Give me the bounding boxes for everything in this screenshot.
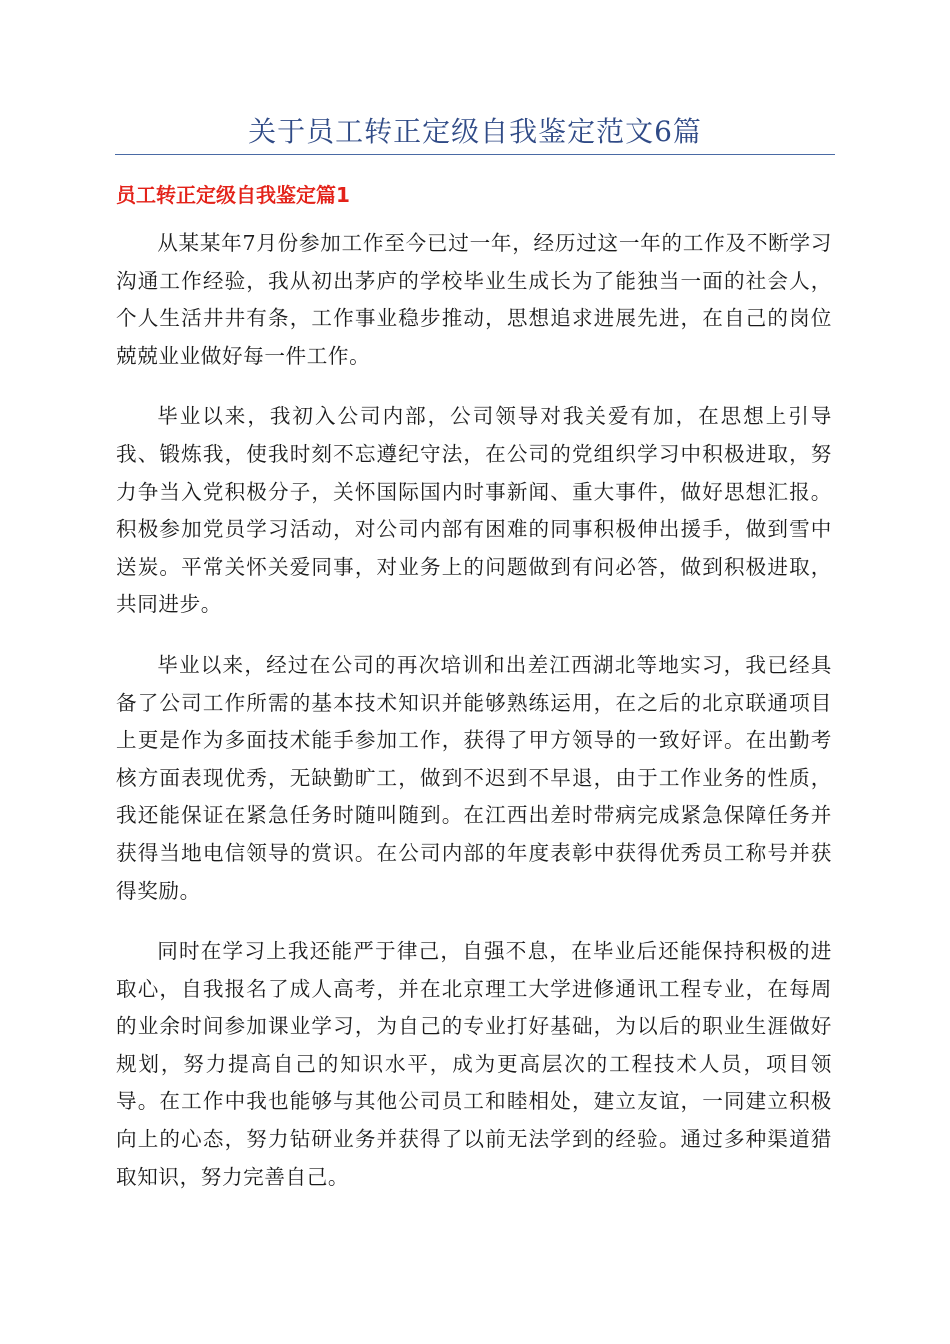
paragraph-3: 毕业以来，经过在公司的再次培训和出差江西湖北等地实习，我已经具备了公司工作所需的基本技术知识并能够熟练运用，在之后的北京联通项目上更是作为多面技术能手参加工作，获得了甲方领导的一致好评。在出勤考核方面表现优秀，无缺勤旷工，做到不迟到不早退，由于工作业务的性质，我还能保证在紧急任务时随叫随到。在江西出差时带病完成紧急保障任务并获得当地电信领导的赏识。在公司内部的年度表彰中获得优秀员工称号并获得奖励。 xyxy=(116,652,832,903)
body-text xyxy=(116,225,832,1219)
paragraph-1: 从某某年7月份参加工作至今已过一年，经历过这一年的工作及不断学习沟通工作经验，我从初出茅庐的学校毕业生成长为了能独当一面的社会人，个人生活井井有条，工作事业稳步推动，思想追求进展先进，在自己的岗位兢兢业业做好每一件工作。 xyxy=(116,231,832,368)
title-underline-divider xyxy=(115,154,835,155)
paragraph-4: 同时在学习上我还能严于律己，自强不息，在毕业后还能保持积极的进取心，自我报名了成人高考，并在北京理工大学进修通讯工程专业，在每周的业余时间参加课业学习，为自己的专业打好基础，为以后的职业生涯做好规划，努力提高自己的知识水平，成为更高层次的工程技术人员，项目领导。在工作中我也能够与其他公司员工和睦相处，建立友谊，一同建立积极向上的心态，努力钻研业务并获得了以前无法学到的经验。通过多种渠道猎取知识，努力完善自己。 xyxy=(116,939,832,1189)
document-title: 关于员工转正定级自我鉴定范文6篇 xyxy=(248,115,702,148)
section-heading: 员工转正定级自我鉴定篇1 xyxy=(116,183,350,207)
paragraph-2: 毕业以来，我初入公司内部，公司领导对我关爱有加，在思想上引导我、锻炼我，使我时刻不忘遵纪守法，在公司的党组织学习中积极进取，努力争当入党积极分子，关怀国际国内时事新闻、重大事件，做好思想汇报。积极参加党员学习活动，对公司内部有困难的同事积极伸出援手，做到雪中送炭。平常关怀关爱同事，对业务上的问题做到有问必答，做到积极进取，共同进步。 xyxy=(116,404,832,617)
